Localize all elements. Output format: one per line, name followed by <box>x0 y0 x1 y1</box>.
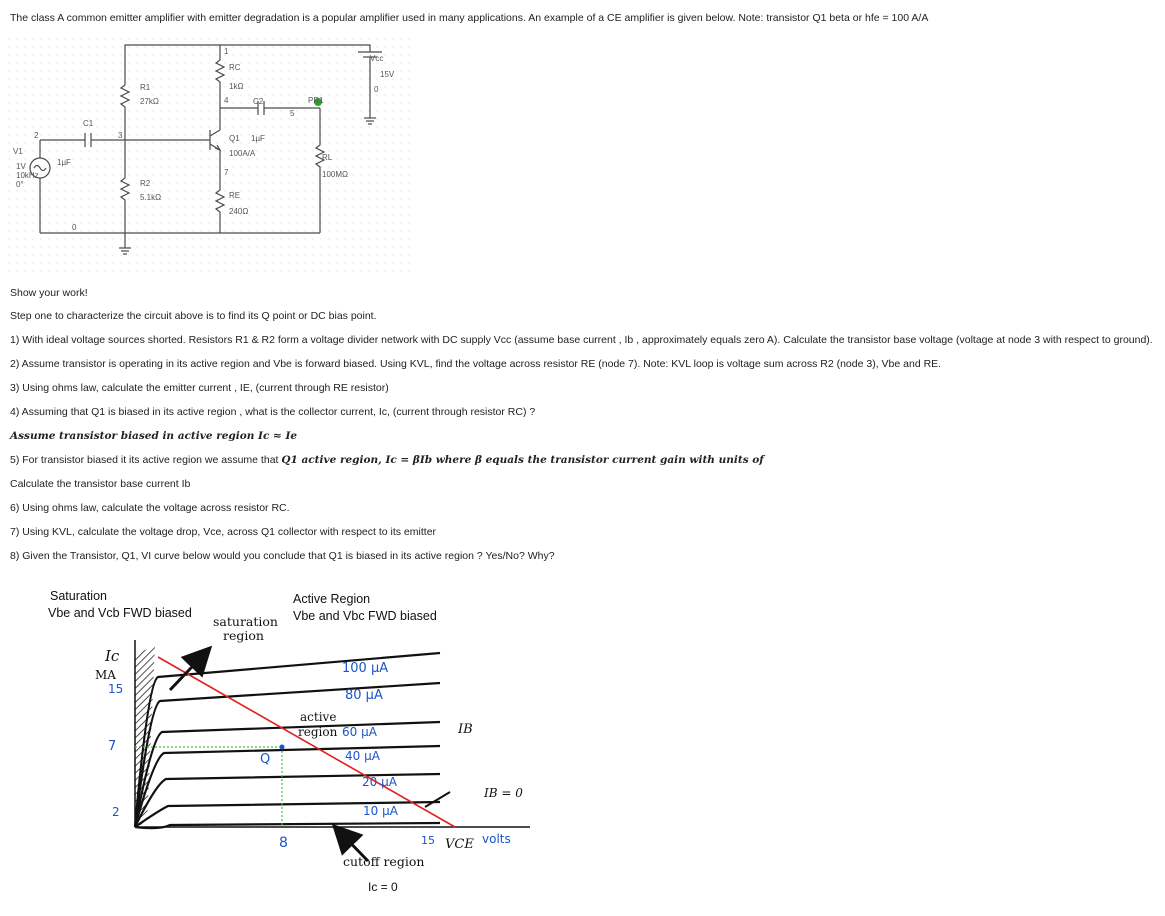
v1-label: V1 <box>13 147 23 156</box>
saturation-arrow <box>170 650 208 690</box>
r2-label: R2 <box>140 179 151 188</box>
c2-value: 1µF <box>251 134 265 143</box>
q-point-label: Q <box>260 752 271 767</box>
ic-axis-label: Ic <box>105 647 120 665</box>
vcc-value: 15V <box>380 70 395 79</box>
assumption-text: Assume transistor biased in active region Ic ≈ Ie <box>10 430 298 442</box>
node-label: 7 <box>224 168 229 177</box>
show-work-text: Show your work! <box>10 287 88 299</box>
v1-amplitude: 1V <box>16 162 26 171</box>
saturation-title: Saturation <box>50 589 107 603</box>
saturation-region-label: saturation <box>213 614 278 629</box>
q-point <box>280 745 285 750</box>
y-tick-label: 15 <box>108 682 124 696</box>
ic-zero-label: Ic = 0 <box>368 880 398 894</box>
active-subtitle: Vbe and Vbc FWD biased <box>293 609 437 623</box>
probe-label: PR1 <box>308 96 324 105</box>
curve-label-10ua: 10 µA <box>363 804 398 818</box>
node-label: 5 <box>290 109 295 118</box>
volts-label: volts <box>482 832 511 846</box>
curve-label-100ua: 100 µA <box>342 661 389 676</box>
rl-value: 100MΩ <box>322 170 348 179</box>
q1-value: 100A/A <box>229 149 256 158</box>
question-5-prefix: 5) For transistor biased it its active region we assume that <box>10 454 282 466</box>
intro-text: The class A common emitter amplifier with emitter degradation is a popular amplifier used in many applications. An example of a CE amplifier is given below. Note: transistor Q1 beta or hfe = 100 A/A <box>10 12 929 24</box>
c1-label: C1 <box>83 119 94 128</box>
node-label: 0 <box>72 223 77 232</box>
curve-label-80ua: 80 µA <box>345 688 383 703</box>
curve-label-60ua: 60 µA <box>342 725 377 739</box>
y-tick-label: 7 <box>108 739 117 754</box>
curve-label-40ua: 40 µA <box>345 749 380 763</box>
r1-label: R1 <box>140 83 151 92</box>
step-one-text: Step one to characterize the circuit above is to find its Q point or DC bias point. <box>10 310 377 322</box>
ib-zero-label: IB = 0 <box>484 786 523 800</box>
rl-label: RL <box>322 153 333 162</box>
node-label: 4 <box>224 96 229 105</box>
transistor-vi-curve <box>40 585 560 900</box>
active-region-label: active <box>300 710 337 724</box>
question-2: 2) Assume transistor is operating in its active region and Vbe is forward biased. Using KVL, find the voltage across resistor RE (node 7). Note: KVL loop is voltage sum across R2 (node 3), Vbe and RE. <box>10 358 942 370</box>
r2-value: 5.1kΩ <box>140 193 162 202</box>
v1-phase: 0° <box>16 180 24 189</box>
q1-label: Q1 <box>229 134 240 143</box>
question-5-math: Q1 active region, Ic = βIb where β equals the transistor current gain with units of <box>281 454 764 466</box>
x-tick-label: 8 <box>279 835 288 851</box>
vce-axis-label: VCE <box>445 837 474 852</box>
question-6: 6) Using ohms law, calculate the voltage across resistor RC. <box>10 502 290 514</box>
node-label: 3 <box>118 131 123 140</box>
rc-label: RC <box>229 63 241 72</box>
re-value: 240Ω <box>229 207 249 216</box>
node-label: 1 <box>224 47 229 56</box>
curve-label-20ua: 20 µA <box>362 775 397 789</box>
base-current-text: Calculate the transistor base current Ib <box>10 478 191 490</box>
ib-axis-label: IB <box>458 722 473 737</box>
circuit-schematic <box>0 30 420 278</box>
question-5 <box>10 454 764 467</box>
c2-label: C2 <box>253 97 264 106</box>
load-line <box>158 657 455 827</box>
question-3: 3) Using ohms law, calculate the emitter current , IE, (current through RE resistor) <box>10 382 389 394</box>
active-title: Active Region <box>293 592 371 606</box>
question-8: 8) Given the Transistor, Q1, VI curve below would you conclude that Q1 is biased in its active region ? Yes/No? Why? <box>10 550 555 562</box>
c1-value: 1µF <box>57 158 71 167</box>
vcc-label: Vcc <box>370 54 384 63</box>
re-label: RE <box>229 191 241 200</box>
v1-frequency: 10kHz <box>16 171 39 180</box>
question-7: 7) Using KVL, calculate the voltage drop, Vce, across Q1 collector with respect to its emitter <box>10 526 437 538</box>
node-label: 0 <box>374 85 379 94</box>
saturation-subtitle: Vbe and Vcb FWD biased <box>48 606 192 620</box>
ma-unit-label: MA <box>95 668 116 682</box>
r1-value: 27kΩ <box>140 97 159 106</box>
rc-value: 1kΩ <box>229 82 244 91</box>
saturation-region-label: region <box>223 628 264 643</box>
question-4: 4) Assuming that Q1 is biased in its active region , what is the collector current, Ic, (current through resistor RC) ? <box>10 406 536 418</box>
x-tick-label: 15 <box>421 834 435 847</box>
active-region-label: region <box>298 725 338 739</box>
node-label: 2 <box>34 131 39 140</box>
cutoff-region-label: cutoff region <box>343 854 425 869</box>
question-1: 1) With ideal voltage sources shorted. Resistors R1 & R2 form a voltage divider network with DC supply Vcc (assume base current , Ib , approximately equals zero A). Calculate the transistor base voltage (voltage at node 3 with respect to ground). <box>10 334 1153 346</box>
y-tick-label: 2 <box>112 805 120 819</box>
